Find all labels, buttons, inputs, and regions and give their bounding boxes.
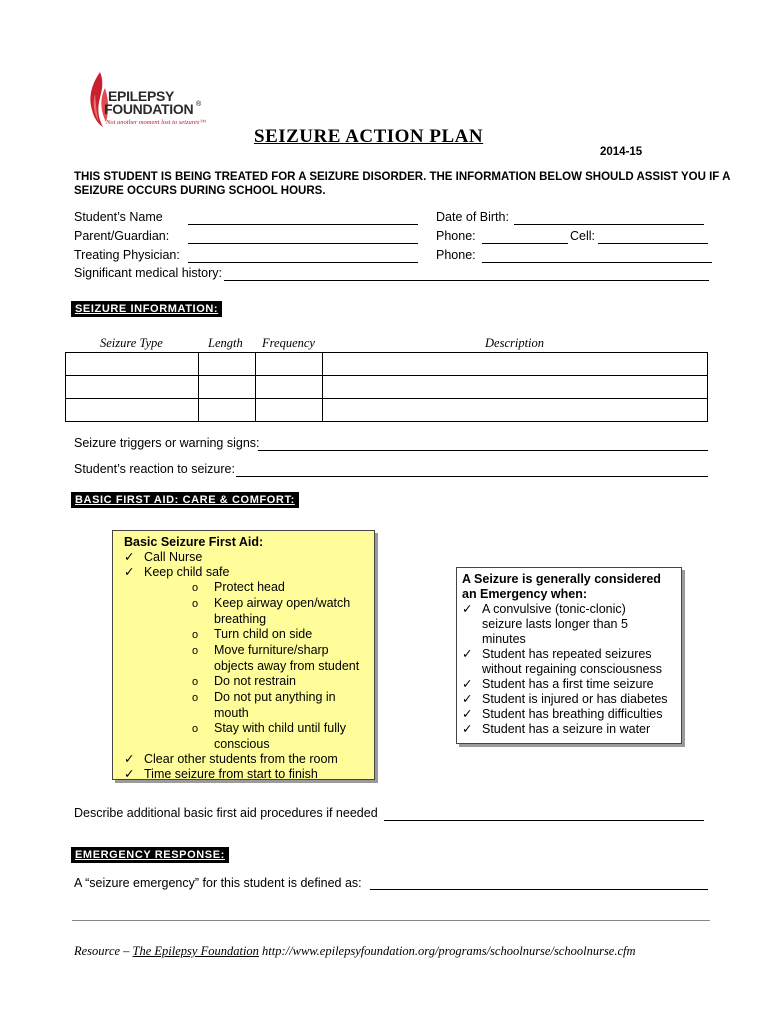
table-row xyxy=(66,399,708,422)
first-aid-item xyxy=(124,565,359,580)
circle-bullet-icon: o xyxy=(192,629,199,641)
emergency-criteria-text: Student has a first time seizure xyxy=(482,677,654,691)
emergency-criteria-text: seizure lasts longer than 5 xyxy=(482,617,628,631)
first-aid-item-text: Do not restrain xyxy=(214,674,296,688)
first-aid-item xyxy=(124,767,359,782)
table-cell[interactable] xyxy=(256,399,323,422)
first-aid-item-text: Turn child on side xyxy=(214,627,313,641)
first-aid-item xyxy=(124,643,359,659)
circle-bullet-icon: o xyxy=(192,676,199,688)
emergency-criteria-text: Student has breathing difficulties xyxy=(482,707,663,721)
emergency-response-heading: EMERGENCY RESPONSE: xyxy=(71,847,229,863)
table-cell[interactable] xyxy=(323,376,708,399)
check-icon: ✓ xyxy=(124,767,135,781)
treating-physician-field[interactable] xyxy=(188,248,418,263)
first-aid-item xyxy=(124,737,359,752)
triggers-label: Seizure triggers or warning signs: xyxy=(74,436,260,450)
medical-history-field[interactable] xyxy=(224,266,709,281)
additional-procedures-label: Describe additional basic first aid procedures if needed xyxy=(74,806,378,820)
first-aid-item-text: Keep airway open/watch xyxy=(214,596,351,610)
col-description: Description xyxy=(485,336,545,350)
circle-bullet-icon: o xyxy=(192,645,199,657)
table-cell[interactable] xyxy=(66,399,199,422)
first-aid-item-text: Call Nurse xyxy=(144,550,203,564)
first-aid-item-text: Time seizure from start to finish xyxy=(144,767,318,781)
first-aid-item xyxy=(124,674,359,690)
first-aid-item-text: Stay with child until fully xyxy=(214,721,347,735)
first-aid-item-text: conscious xyxy=(214,737,270,751)
check-icon: ✓ xyxy=(462,707,473,721)
table-cell[interactable] xyxy=(66,376,199,399)
emergency-criteria-item xyxy=(462,692,668,707)
first-aid-item xyxy=(124,612,359,627)
notice-line-1: THIS STUDENT IS BEING TREATED FOR A SEIZURE DISORDER. THE INFORMATION BELOW SHOULD ASSIST YOU IF A xyxy=(74,171,731,183)
seizure-emergency-field[interactable] xyxy=(370,875,708,890)
circle-bullet-icon: o xyxy=(192,692,199,704)
col-frequency: Frequency xyxy=(262,336,315,350)
phone-field[interactable] xyxy=(482,229,568,244)
first-aid-heading: BASIC FIRST AID: CARE & COMFORT: xyxy=(71,492,299,508)
col-length: Length xyxy=(208,336,243,350)
circle-bullet-icon: o xyxy=(192,723,199,735)
phone-label: Phone: xyxy=(436,229,476,243)
first-aid-item-text: Clear other students from the room xyxy=(144,752,338,766)
emergency-criteria-item xyxy=(462,722,668,737)
emergency-criteria-text: A convulsive (tonic-clonic) xyxy=(482,602,626,616)
first-aid-item xyxy=(124,690,359,706)
table-row xyxy=(66,376,708,399)
first-aid-item-text: mouth xyxy=(214,706,249,720)
check-icon: ✓ xyxy=(462,692,473,706)
first-aid-item xyxy=(124,706,359,721)
additional-procedures-field[interactable] xyxy=(384,806,704,821)
emergency-criteria-item xyxy=(462,602,668,617)
emergency-criteria-box xyxy=(456,567,682,744)
reaction-field[interactable] xyxy=(236,462,708,477)
table-cell[interactable] xyxy=(199,399,256,422)
table-row xyxy=(66,353,708,376)
emergency-criteria-item xyxy=(462,707,668,722)
check-icon: ✓ xyxy=(462,677,473,691)
first-aid-item xyxy=(124,752,359,767)
emergency-criteria-text: minutes xyxy=(482,632,526,646)
first-aid-item-text: Protect head xyxy=(214,580,285,594)
first-aid-item xyxy=(124,627,359,643)
resource-prefix: Resource – xyxy=(74,944,133,958)
triggers-field[interactable] xyxy=(258,436,708,451)
students-name-field[interactable] xyxy=(188,210,418,225)
first-aid-item xyxy=(124,596,359,612)
first-aid-box xyxy=(112,530,375,780)
page-title: SEIZURE ACTION PLAN xyxy=(254,126,484,147)
phone2-field[interactable] xyxy=(482,248,712,263)
emergency-criteria-item xyxy=(462,662,668,677)
emergency-criteria-item xyxy=(462,632,668,647)
first-aid-item-text: breathing xyxy=(214,612,267,626)
first-aid-item-text: objects away from student xyxy=(214,659,360,673)
school-year: 2014-15 xyxy=(600,146,643,158)
emergency-criteria-text: Student has a seizure in water xyxy=(482,722,651,736)
first-aid-item-text: Keep child safe xyxy=(144,565,230,579)
first-aid-box-title: Basic Seizure First Aid: xyxy=(124,535,264,549)
circle-bullet-icon: o xyxy=(192,598,199,610)
check-icon: ✓ xyxy=(124,550,135,564)
dob-field[interactable] xyxy=(514,210,704,225)
check-icon: ✓ xyxy=(124,752,135,766)
logo-tagline: Not another moment lost to seizures™ xyxy=(106,119,206,126)
first-aid-item-text: Do not put anything in xyxy=(214,690,336,704)
check-icon: ✓ xyxy=(462,647,473,661)
seizure-table xyxy=(65,352,708,422)
epilepsy-foundation-logo xyxy=(86,70,216,132)
students-name-label: Student’s Name xyxy=(74,210,163,224)
dob-label: Date of Birth: xyxy=(436,210,509,224)
emergency-criteria-text: Student has repeated seizures xyxy=(482,647,652,661)
cell-label: Cell: xyxy=(570,229,596,243)
seizure-emergency-field-2[interactable] xyxy=(72,920,710,921)
emergency-criteria-item xyxy=(462,617,668,632)
first-aid-item xyxy=(124,659,359,674)
first-aid-item xyxy=(124,721,359,737)
cell-field[interactable] xyxy=(598,229,708,244)
check-icon: ✓ xyxy=(462,722,473,736)
table-cell[interactable] xyxy=(323,353,708,376)
reaction-label: Student’s reaction to seizure: xyxy=(74,462,235,476)
parent-guardian-field[interactable] xyxy=(188,229,418,244)
table-cell[interactable] xyxy=(256,376,323,399)
logo-name-line2: FOUNDATION xyxy=(104,101,194,117)
seizure-emergency-label: A “seizure emergency” for this student is defined as: xyxy=(74,876,362,890)
registered-mark: ® xyxy=(196,101,202,108)
parent-guardian-label: Parent/Guardian: xyxy=(74,229,170,243)
circle-bullet-icon: o xyxy=(192,582,199,594)
check-icon: ✓ xyxy=(462,602,473,616)
medical-history-label: Significant medical history: xyxy=(74,266,222,280)
first-aid-item-text: Move furniture/sharp xyxy=(214,643,329,657)
seizure-information-heading: SEIZURE INFORMATION: xyxy=(71,301,222,317)
logo-name-line1: EPILEPSY xyxy=(108,88,175,104)
resource-url[interactable]: http://www.epilepsyfoundation.org/programs/schoolnurse/schoolnurse.cfm xyxy=(258,944,636,958)
emergency-box-title-1: A Seizure is generally considered xyxy=(462,572,661,586)
col-seizure-type: Seizure Type xyxy=(100,336,163,350)
emergency-criteria-text: Student is injured or has diabetes xyxy=(482,692,668,706)
table-cell[interactable] xyxy=(66,353,199,376)
emergency-box-title-2: an Emergency when: xyxy=(462,587,588,601)
first-aid-list xyxy=(124,550,359,782)
table-cell[interactable] xyxy=(199,376,256,399)
first-aid-item xyxy=(124,550,359,565)
table-cell[interactable] xyxy=(323,399,708,422)
resource-footer xyxy=(74,944,636,959)
emergency-criteria-list xyxy=(462,602,668,737)
emergency-criteria-item xyxy=(462,647,668,662)
table-cell[interactable] xyxy=(256,353,323,376)
emergency-criteria-text: without regaining consciousness xyxy=(482,662,662,676)
first-aid-item xyxy=(124,580,359,596)
resource-link[interactable]: The Epilepsy Foundation xyxy=(132,944,259,958)
emergency-criteria-item xyxy=(462,677,668,692)
notice-line-2: SEIZURE OCCURS DURING SCHOOL HOURS. xyxy=(74,185,326,197)
table-cell[interactable] xyxy=(199,353,256,376)
phone2-label: Phone: xyxy=(436,248,476,262)
treating-physician-label: Treating Physician: xyxy=(74,248,180,262)
check-icon: ✓ xyxy=(124,565,135,579)
